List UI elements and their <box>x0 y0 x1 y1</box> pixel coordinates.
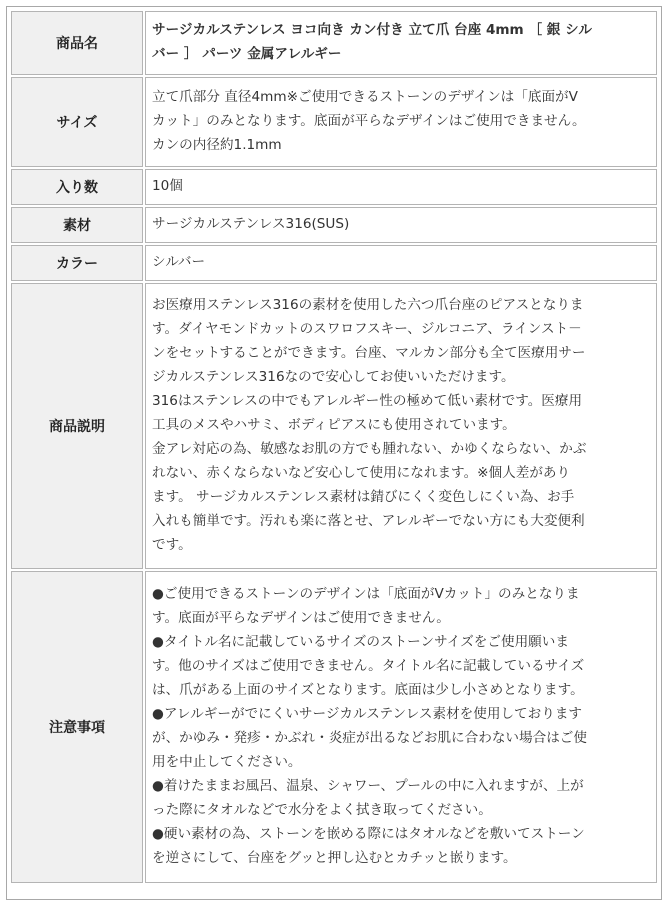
text-line: シルバー <box>152 254 206 270</box>
product-spec-panel <box>6 6 662 900</box>
text-line: ●硬い素材の為、ストーンを嵌める際にはタオルなどを敷いてストーン <box>152 826 585 842</box>
text-line: ●着けたままお風呂、温泉、シャワー、プールの中に入れますが、上が <box>152 778 584 794</box>
text-line: カット」のみとなります。底面が平らなデザインはご使用できません。 <box>152 113 586 129</box>
value-material <box>145 207 657 243</box>
text-line: った際にタオルなどで水分をよく拭き取ってください。 <box>152 802 492 818</box>
text-line: カンの内径約1.1mm <box>152 137 282 153</box>
label-notes: 注意事項 <box>11 571 143 883</box>
text-line: 入れも簡単です。汚れも楽に落とせ、アレルギーでない方にも大変便利 <box>152 513 585 529</box>
text-line: す。底面が平らなデザインはご使用できません。 <box>152 610 450 626</box>
label-description: 商品説明 <box>11 283 143 569</box>
text-line: す。他のサイズはご使用できません。タイトル名に記載しているサイズ <box>152 658 585 674</box>
text-line: 立て爪部分 直径4mm※ご使用できるストーンのデザインは「底面がV <box>152 89 578 105</box>
text-line: す。ダイヤモンドカットのスワロフスキー、ジルコニア、ラインスト－ <box>152 321 582 337</box>
spec-table-body <box>11 11 657 883</box>
label-color: カラー <box>11 245 143 281</box>
label-material: 素材 <box>11 207 143 243</box>
text-line: サージカルステンレス316(SUS) <box>152 216 350 232</box>
value-quantity <box>145 169 657 205</box>
row-description <box>11 283 657 569</box>
label-size: サイズ <box>11 77 143 167</box>
text-line: ジカルステンレス316なので安心してお使いいただけます。 <box>152 369 515 385</box>
text-line: サージカルステンレス ヨコ向き カン付き 立て爪 台座 4mm ［ 銀 シル <box>152 22 592 38</box>
text-line: は、爪がある上面のサイズとなります。底面は少し小さめとなります。 <box>152 682 584 698</box>
row-material <box>11 207 657 243</box>
text-line: お医療用ステンレス316の素材を使用した六つ爪台座のピアスとなりま <box>152 297 584 313</box>
text-line: 10個 <box>152 178 183 194</box>
row-notes <box>11 571 657 883</box>
text-line: です。 <box>152 537 192 553</box>
value-size <box>145 77 657 167</box>
label-quantity: 入り数 <box>11 169 143 205</box>
row-quantity <box>11 169 657 205</box>
text-line: ます。 サージカルステンレス素材は錆びにくく変色しにくい為、お手 <box>152 489 575 505</box>
product-spec-table <box>9 9 659 885</box>
text-line: ●ご使用できるストーンのデザインは「底面がVカット」のみとなりま <box>152 586 580 602</box>
text-line: 工具のメスやハサミ、ボディピアスにも使用されています。 <box>152 417 516 433</box>
label-product-name: 商品名 <box>11 11 143 75</box>
text-line: バー ］ パーツ 金属アレルギー <box>152 46 342 62</box>
text-line: ンをセットすることができます。台座、マルカン部分も全て医療用サー <box>152 345 586 361</box>
text-line: 用を中止してください。 <box>152 754 302 770</box>
value-notes <box>145 571 657 883</box>
text-line: 316はステンレスの中でもアレルギー性の極めて低い素材です。医療用 <box>152 393 583 409</box>
value-product-name <box>145 11 657 75</box>
row-size <box>11 77 657 167</box>
value-description <box>145 283 657 569</box>
row-color <box>11 245 657 281</box>
value-color <box>145 245 657 281</box>
text-line: れない、赤くならないなど安心して使用になれます。※個人差があり <box>152 465 571 481</box>
text-line: ●タイトル名に記載しているサイズのストーンサイズをご使用願いま <box>152 634 569 650</box>
text-line: が、かゆみ・発疹・かぶれ・炎症が出るなどお肌に合わない場合はご使 <box>152 730 587 746</box>
text-line: ●アレルギーがでにくいサージカルステンレス素材を使用しております <box>152 706 583 722</box>
text-line: 金アレ対応の為、敏感なお肌の方でも腫れない、かゆくならない、かぶ <box>152 441 587 457</box>
row-product-name <box>11 11 657 75</box>
text-line: を逆さにして、台座をグッと押し込むとカチッと嵌ります。 <box>152 850 517 866</box>
